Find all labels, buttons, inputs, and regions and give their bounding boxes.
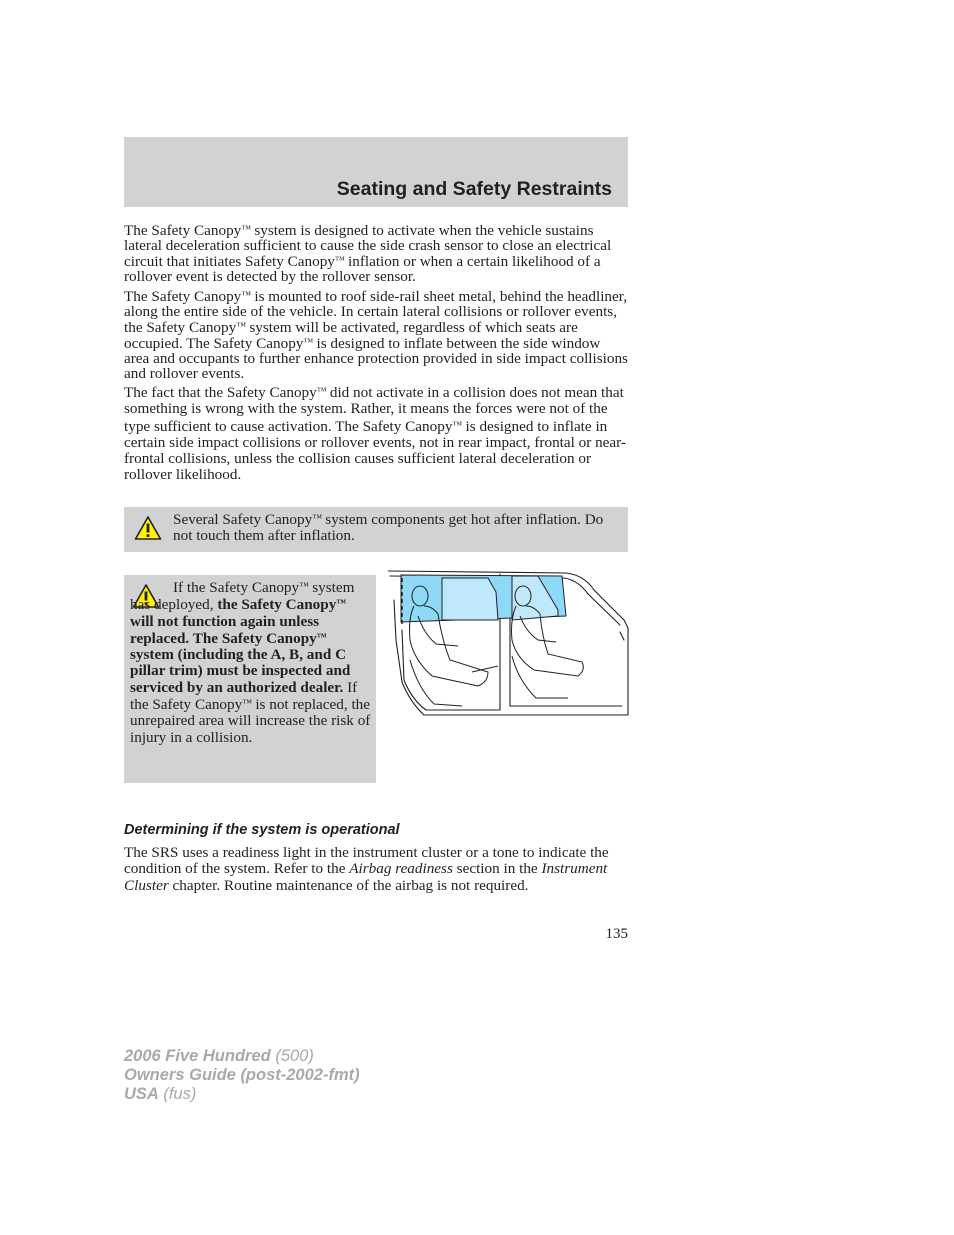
bold-text-run: system (including the A, B, and C pillar trim) must be inspected and serviced by an authorized dealer. bbox=[130, 646, 351, 696]
paragraph-1 bbox=[124, 222, 628, 284]
text-run: section in the bbox=[452, 860, 542, 878]
text-run: The fact that the Safety Canopy bbox=[124, 384, 317, 401]
text-run: system is designed to activate when the vehicle sustains lateral deceleration sufficient to cause the side crash sensor to close an electrical circuit that initiates Safety Canopy bbox=[124, 222, 612, 270]
trademark-mark: ™ bbox=[312, 513, 322, 524]
safety-canopy-vehicle-illustration bbox=[388, 570, 630, 718]
warning-text-hot-components bbox=[173, 511, 618, 545]
warning-text-deployed bbox=[130, 579, 372, 746]
trademark-mark: ™ bbox=[299, 581, 309, 592]
text-run: The Safety Canopy bbox=[124, 288, 242, 305]
text-run: chapter. Routine maintenance of the airbag is not required. bbox=[168, 876, 529, 894]
trademark-mark: ™ bbox=[316, 631, 327, 643]
text-run: is designed to inflate between the side window area and occupants to further enhance protection provided in side impact collisions and rollover events. bbox=[124, 335, 628, 382]
trademark-mark: ™ bbox=[334, 255, 345, 266]
text-run: Several Safety Canopy bbox=[173, 511, 313, 528]
warning-box-hot-components bbox=[124, 507, 628, 552]
section-title: Seating and Safety Restraints bbox=[336, 178, 612, 200]
cross-reference-airbag-readiness: Airbag readiness bbox=[349, 860, 453, 878]
paragraph-2 bbox=[124, 288, 628, 381]
paragraph-4 bbox=[124, 845, 628, 894]
footer-market: USA bbox=[124, 1085, 159, 1103]
footer-model: 2006 Five Hundred bbox=[124, 1047, 271, 1065]
trademark-mark: ™ bbox=[316, 386, 327, 397]
footer-line-1 bbox=[124, 1047, 360, 1066]
footer-guide-format: Owners Guide (post-2002-fmt) bbox=[124, 1066, 360, 1084]
bold-text-run: will not function again unless replaced. The Safety Canopy bbox=[130, 612, 320, 647]
document-footer bbox=[124, 1047, 360, 1104]
text-run: inflation or when a certain likelihood of a rollover event is detected by the rollover sensor. bbox=[124, 253, 601, 285]
warning-triangle-icon bbox=[134, 515, 162, 541]
text-run: is not replaced, the unrepaired area will increase the risk of injury in a collision. bbox=[130, 696, 371, 746]
paragraph-3 bbox=[124, 384, 628, 484]
footer-line-3 bbox=[124, 1085, 360, 1104]
trademark-mark: ™ bbox=[242, 698, 252, 710]
text-run: The SRS uses a readiness light in the instrument cluster or a tone to indicate the condition of the system. Refer to the bbox=[124, 844, 609, 878]
text-run: The Safety Canopy bbox=[124, 222, 242, 239]
text-run: did not activate in a collision does not mean that something is wrong with the system. Rather, it means the forces were not of the type sufficient to cause activation. The Safety Canopy bbox=[124, 384, 624, 435]
text-run: is mounted to roof side-rail sheet metal, behind the headliner, along the entire side of the vehicle. In certain lateral collisions or rollover events, the Safety Canopy bbox=[124, 288, 628, 336]
trademark-mark: ™ bbox=[336, 598, 346, 610]
trademark-mark: ™ bbox=[241, 290, 251, 301]
trademark-mark: ™ bbox=[452, 419, 462, 431]
trademark-mark: ™ bbox=[241, 224, 251, 235]
text-run: system will be activated, regardless of which seats are occupied. The Safety Canopy bbox=[124, 319, 578, 352]
warning-box-deployed bbox=[124, 575, 376, 783]
footer-model-code: (500) bbox=[270, 1047, 314, 1065]
text-run: If the Safety Canopy bbox=[173, 579, 300, 596]
trademark-mark: ™ bbox=[303, 337, 313, 348]
trademark-mark: ™ bbox=[236, 321, 246, 332]
page-number: 135 bbox=[605, 926, 628, 942]
text-run: is designed to inflate in certain side impact collisions or rollover events, not in rear impact, frontal or near-frontal collisions, unless the collision causes sufficient lateral deceleration or rollover likelihood. bbox=[124, 417, 626, 484]
bold-text-run: the Safety Canopy bbox=[217, 596, 337, 614]
text-run: system components get hot after inflation. Do not touch them after inflation. bbox=[173, 511, 604, 545]
cross-reference-instrument-cluster: Instrument Cluster bbox=[124, 860, 608, 894]
text-run: If the Safety Canopy bbox=[130, 678, 358, 714]
footer-line-2 bbox=[124, 1066, 360, 1085]
header-band bbox=[124, 137, 628, 207]
footer-market-code: (fus) bbox=[158, 1085, 197, 1103]
subheading-system-operational: Determining if the system is operational bbox=[124, 822, 400, 838]
text-run: system has deployed, bbox=[130, 579, 355, 614]
